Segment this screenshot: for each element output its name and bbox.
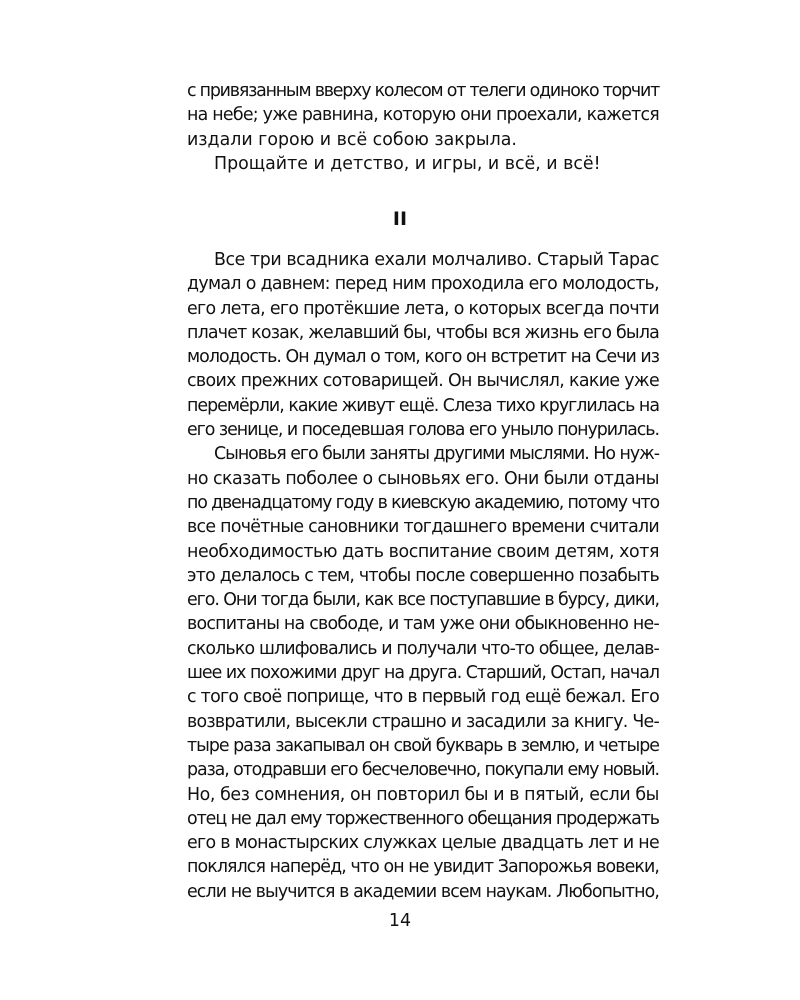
text-line: возвратили, высекли страшно и засадили за книгу. Че- bbox=[187, 711, 659, 732]
text-line: издали горою и всё собою закрыла. bbox=[187, 129, 517, 150]
top-text-block bbox=[187, 79, 659, 176]
text-line: отец не дал ему торжественного обещания продержать bbox=[187, 808, 659, 829]
text-line: раза, отодравши его бесчеловечно, покупали ему новый. bbox=[187, 760, 659, 781]
text-line: но сказать поболее о сыновьях его. Они были отданы bbox=[187, 468, 659, 489]
text-line: его. Они тогда были, как все поступавшие в бурсу, дики, bbox=[187, 590, 659, 611]
text-line: необходимостью дать воспитание своим детям, хотя bbox=[187, 541, 659, 562]
text-line: его лета, его протёкшие лета, о которых всегда почти bbox=[187, 298, 659, 319]
text-line: молодость. Он думал о том, кого он встретит на Сечи из bbox=[187, 347, 659, 368]
text-line: Но, без сомнения, он повторил бы и в пятый, если бы bbox=[187, 784, 659, 805]
text-line: плачет козак, желавший бы, чтобы вся жизнь его была bbox=[187, 322, 659, 343]
text-line: с привязанным вверху колесом от телеги одиноко торчит bbox=[187, 81, 659, 101]
text-line: на небе; уже равнина, которую они проехали, кажется bbox=[187, 105, 659, 126]
text-line: воспитаны на свободе, и там уже они обыкновенно не- bbox=[187, 614, 659, 635]
paragraph-2 bbox=[187, 442, 659, 904]
text-line: если не выучится в академии всем наукам. Любопытно, bbox=[187, 881, 659, 902]
text-line: с того своё поприще, что в первый год ещё бежал. Его bbox=[187, 687, 659, 708]
text-line: по двенадцатому году в киевскую академию, потому что bbox=[187, 492, 659, 513]
text-line: своих прежних сотоварищей. Он вычислял, какие уже bbox=[187, 371, 659, 392]
text-line: Прощайте и детство, и игры, и всё, и всё! bbox=[214, 153, 601, 174]
text-line: думал о давнем: перед ним проходила его молодость, bbox=[187, 274, 659, 295]
text-line: его в монастырских служках целые двадцать лет и не bbox=[187, 833, 659, 854]
text-line: перемёрли, какие живут ещё. Слеза тихо круглилась на bbox=[187, 395, 659, 416]
text-line: все почётные сановники тогдашнего времени считали bbox=[187, 517, 659, 538]
text-line: его зенице, и поседевшая голова его уныло понурилась. bbox=[187, 420, 659, 441]
paragraph-continuation bbox=[187, 79, 659, 152]
page-number: 14 bbox=[388, 911, 412, 931]
text-line: сколько шлифовались и получали что-то общее, делав- bbox=[187, 638, 659, 659]
chapter-heading: II bbox=[392, 208, 408, 230]
main-text-block bbox=[187, 248, 659, 904]
text-line: Сыновья его были заняты другими мыслями. Но нуж- bbox=[214, 444, 659, 465]
text-line: тыре раза закапывал он свой букварь в землю, и четыре bbox=[187, 735, 659, 756]
text-line: шее их похожими друг на друга. Старший, Остап, начал bbox=[187, 663, 659, 684]
paragraph-1 bbox=[187, 248, 659, 442]
text-line: это делалось с тем, чтобы после совершенно позабыть bbox=[187, 565, 659, 586]
paragraph-farewell bbox=[187, 152, 659, 176]
text-line: поклялся наперёд, что он не увидит Запорожья вовеки, bbox=[187, 857, 660, 878]
text-line: Все три всадника ехали молчаливо. Старый Тарас bbox=[214, 250, 659, 270]
